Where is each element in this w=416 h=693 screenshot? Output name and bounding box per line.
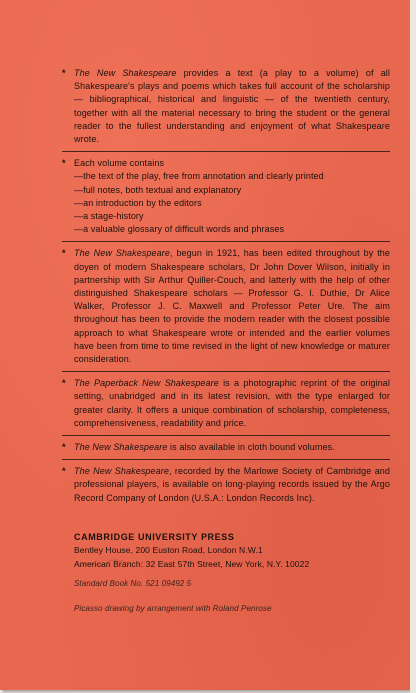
publisher-american-branch: American Branch: 32 East 57th Street, New York, N.Y. 10022 bbox=[74, 558, 310, 569]
divider bbox=[62, 241, 390, 242]
divider bbox=[62, 459, 390, 460]
list-item: —a stage-history bbox=[74, 211, 144, 222]
paragraph-text: , begun in 1921, has been edited throughout by the doyen of modern Shakespeare scholars, Dr John Dover Wilson, initially in partnership with Sir Arthur Quiller-Couch, and latterly with the help of other distinguished Shakespeare scholars — Professor G. I. Duthie, Dr Alice Walker, Professor J. C. Maxwell and Professor Peter Ure. The aim throughout has been to provide the modern reader with the closest possible approach to what Shakespeare wrote or intended and the earlier volumes have been from time to time revised in the light of new knowledge or maturer consideration. bbox=[74, 248, 391, 365]
publisher-name: CAMBRIDGE UNIVERSITY PRESS bbox=[74, 531, 235, 542]
paragraph-text: is a photographic reprint of the original setting, unabridged and in its latest revision, with the type enlarged for greater clarity. It offers a unique combination of scholarship, completeness, comprehensiveness, readability and price. bbox=[74, 378, 391, 428]
page-edge bbox=[410, 0, 416, 693]
series-title: The New Shakespeare bbox=[74, 466, 169, 477]
bullet-star: * bbox=[62, 248, 66, 259]
paragraph-contents bbox=[62, 157, 390, 170]
paragraph-cloth bbox=[62, 441, 390, 454]
publisher-address: Bentley House, 200 Euston Road, London N.W.1 bbox=[74, 545, 263, 556]
series-title: The New Shakespeare bbox=[74, 442, 168, 453]
series-title: The New Shakespeare bbox=[74, 248, 170, 259]
paragraph-text: , recorded by the Marlowe Society of Cambridge and professional players, is available on long-playing records issued by the Argo Record Company of London (U.S.A.: London Records Inc). bbox=[74, 466, 391, 503]
paragraph-paperback bbox=[62, 377, 390, 430]
paragraph-overview bbox=[62, 67, 390, 146]
divider bbox=[62, 151, 390, 152]
list-item: —full notes, both textual and explanatory bbox=[74, 184, 242, 195]
list-item: —the text of the play, free from annotation and clearly printed bbox=[74, 171, 324, 182]
standard-book-number: Standard Book No. 521 09492 5 bbox=[74, 579, 192, 589]
illustration-credit: Picasso drawing by arrangement with Roland Penrose bbox=[74, 604, 272, 614]
contents-intro: Each volume contains bbox=[74, 158, 165, 169]
bullet-star: * bbox=[62, 466, 66, 477]
list-item: —a valuable glossary of difficult words and phrases bbox=[74, 224, 285, 235]
paragraph-editors bbox=[62, 247, 390, 366]
bullet-star: * bbox=[62, 158, 66, 169]
cover-text bbox=[62, 67, 390, 616]
bullet-star: * bbox=[62, 442, 66, 453]
divider bbox=[62, 371, 390, 372]
series-title: The New Shakespeare bbox=[74, 68, 177, 78]
publisher-block bbox=[62, 531, 390, 616]
divider bbox=[62, 435, 390, 436]
paragraph-text: is also available in cloth bound volumes. bbox=[167, 442, 335, 453]
series-title: The Paperback New Shakespeare bbox=[74, 378, 219, 389]
paragraph-text: provides a text (a play to a volume) of all Shakespeare's plays and poems which takes full account of the scholarship — bibliographical, historical and linguistic — of the twentieth century, together with all the material necessary to bring the student or the general reader to the fullest understanding and enjoyment of what Shakespeare wrote. bbox=[74, 68, 390, 145]
paragraph-recordings bbox=[62, 465, 390, 505]
list-item: —an introduction by the editors bbox=[74, 197, 202, 208]
bullet-star: * bbox=[62, 68, 66, 78]
bullet-star: * bbox=[62, 378, 66, 389]
